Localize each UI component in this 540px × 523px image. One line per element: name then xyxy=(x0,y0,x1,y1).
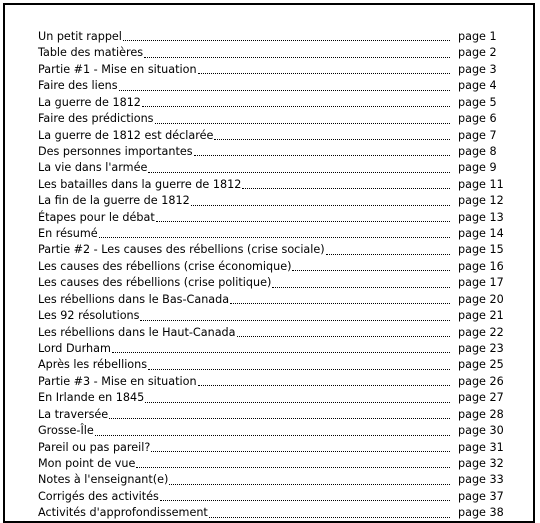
dot-leader xyxy=(95,435,450,436)
dot-leader xyxy=(112,352,450,353)
toc-entry-title: Activités d'approfondissement xyxy=(38,506,208,520)
dot-leader xyxy=(209,517,450,518)
toc-entry xyxy=(38,391,508,407)
dot-leader xyxy=(326,254,450,255)
toc-entry-page: page 9 xyxy=(458,161,497,175)
toc-entry-title: Les rébellions dans le Haut-Canada xyxy=(38,325,236,339)
toc-entry-page: page 30 xyxy=(458,424,504,438)
toc-entry-page: page 23 xyxy=(458,342,504,356)
toc-entry xyxy=(38,342,508,358)
dot-leader xyxy=(155,123,451,124)
dot-leader xyxy=(198,385,450,386)
toc-entry-title: Les 92 résolutions xyxy=(38,309,140,323)
dot-leader xyxy=(151,451,450,452)
toc-entry-page: page 8 xyxy=(458,144,497,158)
toc-entry-title: Un petit rappel xyxy=(38,30,122,43)
dot-leader xyxy=(194,155,450,156)
toc-entry xyxy=(38,96,508,112)
dot-leader xyxy=(119,90,450,91)
toc-entry-page: page 31 xyxy=(458,440,504,454)
dot-leader xyxy=(148,369,450,370)
toc-entry-page: page 20 xyxy=(458,292,504,306)
dot-leader xyxy=(230,303,450,304)
toc-entry-page: page 17 xyxy=(458,276,504,290)
toc-entry-page: page 28 xyxy=(458,407,504,421)
toc-entry-title: Partie #3 - Mise en situation xyxy=(38,374,197,388)
toc-entry xyxy=(38,293,508,309)
dot-leader xyxy=(123,40,450,41)
toc-entry xyxy=(38,227,508,243)
toc-entry-title: Des personnes importantes xyxy=(38,144,193,158)
toc-entry-title: Après les rébellions xyxy=(38,358,148,372)
toc-entry-title: La vie dans l'armée xyxy=(38,161,148,175)
toc-entry xyxy=(38,112,508,128)
toc-entry-title: En résumé xyxy=(38,227,98,241)
toc-entry xyxy=(38,63,508,79)
toc-entry-page: page 6 xyxy=(458,112,497,126)
toc-entry xyxy=(38,129,508,145)
toc-entry xyxy=(38,276,508,292)
dot-leader xyxy=(292,270,450,271)
dot-leader xyxy=(145,402,450,403)
table-of-contents xyxy=(38,30,508,523)
toc-entry-page: page 2 xyxy=(458,46,497,60)
toc-entry xyxy=(38,46,508,62)
dot-leader xyxy=(237,336,450,337)
toc-entry xyxy=(38,178,508,194)
toc-entry-title: Les causes des rébellions (crise économique) xyxy=(38,259,292,273)
toc-entry-page: page 13 xyxy=(458,210,504,224)
toc-entry-page: page 27 xyxy=(458,391,504,405)
toc-entry-title: Corrigés des activités xyxy=(38,489,159,503)
toc-entry xyxy=(38,211,508,227)
toc-entry-title: La fin de la guerre de 1812 xyxy=(38,194,190,208)
toc-entry xyxy=(38,79,508,95)
toc-entry xyxy=(38,490,508,506)
toc-entry xyxy=(38,243,508,259)
dot-leader xyxy=(99,237,450,238)
toc-entry-title: Lord Durham xyxy=(38,342,111,356)
toc-entry-page: page 1 xyxy=(458,30,497,43)
toc-entry-title: La traversée xyxy=(38,407,109,421)
toc-entry-page: page 26 xyxy=(458,374,504,388)
toc-entry xyxy=(38,145,508,161)
toc-entry-title: Pareil ou pas pareil? xyxy=(38,440,151,454)
dot-leader xyxy=(140,320,450,321)
dot-leader xyxy=(242,188,450,189)
toc-entry-title: Faire des prédictions xyxy=(38,112,154,126)
toc-entry-page: page 37 xyxy=(458,489,504,503)
toc-entry-title: Grosse-Île xyxy=(38,424,94,438)
toc-entry-page: page 7 xyxy=(458,128,497,142)
toc-entry xyxy=(38,326,508,342)
toc-entry xyxy=(38,358,508,374)
toc-entry-page: page 21 xyxy=(458,309,504,323)
dot-leader xyxy=(136,467,450,468)
toc-entry xyxy=(38,473,508,489)
toc-entry-title: Les causes des rébellions (crise politique) xyxy=(38,276,272,290)
toc-entry-page: page 25 xyxy=(458,358,504,372)
toc-entry-title: Les rébellions dans le Bas-Canada xyxy=(38,292,230,306)
dot-leader xyxy=(144,57,450,58)
toc-entry-title: Table des matières xyxy=(38,46,144,60)
toc-entry xyxy=(38,408,508,424)
toc-entry-title: Notes à l'enseignant(e) xyxy=(38,473,169,487)
toc-entry-title: En Irlande en 1845 xyxy=(38,391,145,405)
toc-entry xyxy=(38,309,508,325)
toc-entry-page: page 32 xyxy=(458,456,504,470)
toc-entry-title: Faire des liens xyxy=(38,79,118,93)
toc-entry-page: page 5 xyxy=(458,95,497,109)
toc-entry xyxy=(38,375,508,391)
toc-entry xyxy=(38,194,508,210)
dot-leader xyxy=(198,73,450,74)
toc-entry-page: page 11 xyxy=(458,177,504,191)
toc-entry xyxy=(38,161,508,177)
dot-leader xyxy=(160,500,450,501)
dot-leader xyxy=(214,139,450,140)
toc-entry xyxy=(38,424,508,440)
toc-entry xyxy=(38,441,508,457)
toc-entry-title: La guerre de 1812 est déclarée xyxy=(38,128,214,142)
toc-entry-title: Partie #2 - Les causes des rébellions (crise sociale) xyxy=(38,243,325,257)
toc-entry-title: Étapes pour le débat xyxy=(38,210,155,224)
dot-leader xyxy=(142,106,450,107)
toc-entry xyxy=(38,506,508,522)
dot-leader xyxy=(272,287,450,288)
toc-entry xyxy=(38,260,508,276)
dot-leader xyxy=(191,205,450,206)
dot-leader xyxy=(156,221,450,222)
document-page xyxy=(3,3,535,523)
toc-entry-page: page 16 xyxy=(458,259,504,273)
toc-entry-title: Les batailles dans la guerre de 1812 xyxy=(38,177,242,191)
toc-entry-title: Mon point de vue xyxy=(38,456,136,470)
toc-entry xyxy=(38,457,508,473)
dot-leader xyxy=(109,418,450,419)
toc-entry-page: page 4 xyxy=(458,79,497,93)
toc-entry-page: page 33 xyxy=(458,473,504,487)
dot-leader xyxy=(169,484,450,485)
toc-entry-page: page 15 xyxy=(458,243,504,257)
toc-entry-title: La guerre de 1812 xyxy=(38,95,141,109)
toc-entry-page: page 22 xyxy=(458,325,504,339)
dot-leader xyxy=(148,172,450,173)
toc-entry-page: page 14 xyxy=(458,227,504,241)
toc-entry-page: page 3 xyxy=(458,62,497,76)
toc-entry-title: Partie #1 - Mise en situation xyxy=(38,62,197,76)
toc-entry xyxy=(38,30,508,46)
toc-entry-page: page 38 xyxy=(458,506,504,520)
toc-entry-page: page 12 xyxy=(458,194,504,208)
